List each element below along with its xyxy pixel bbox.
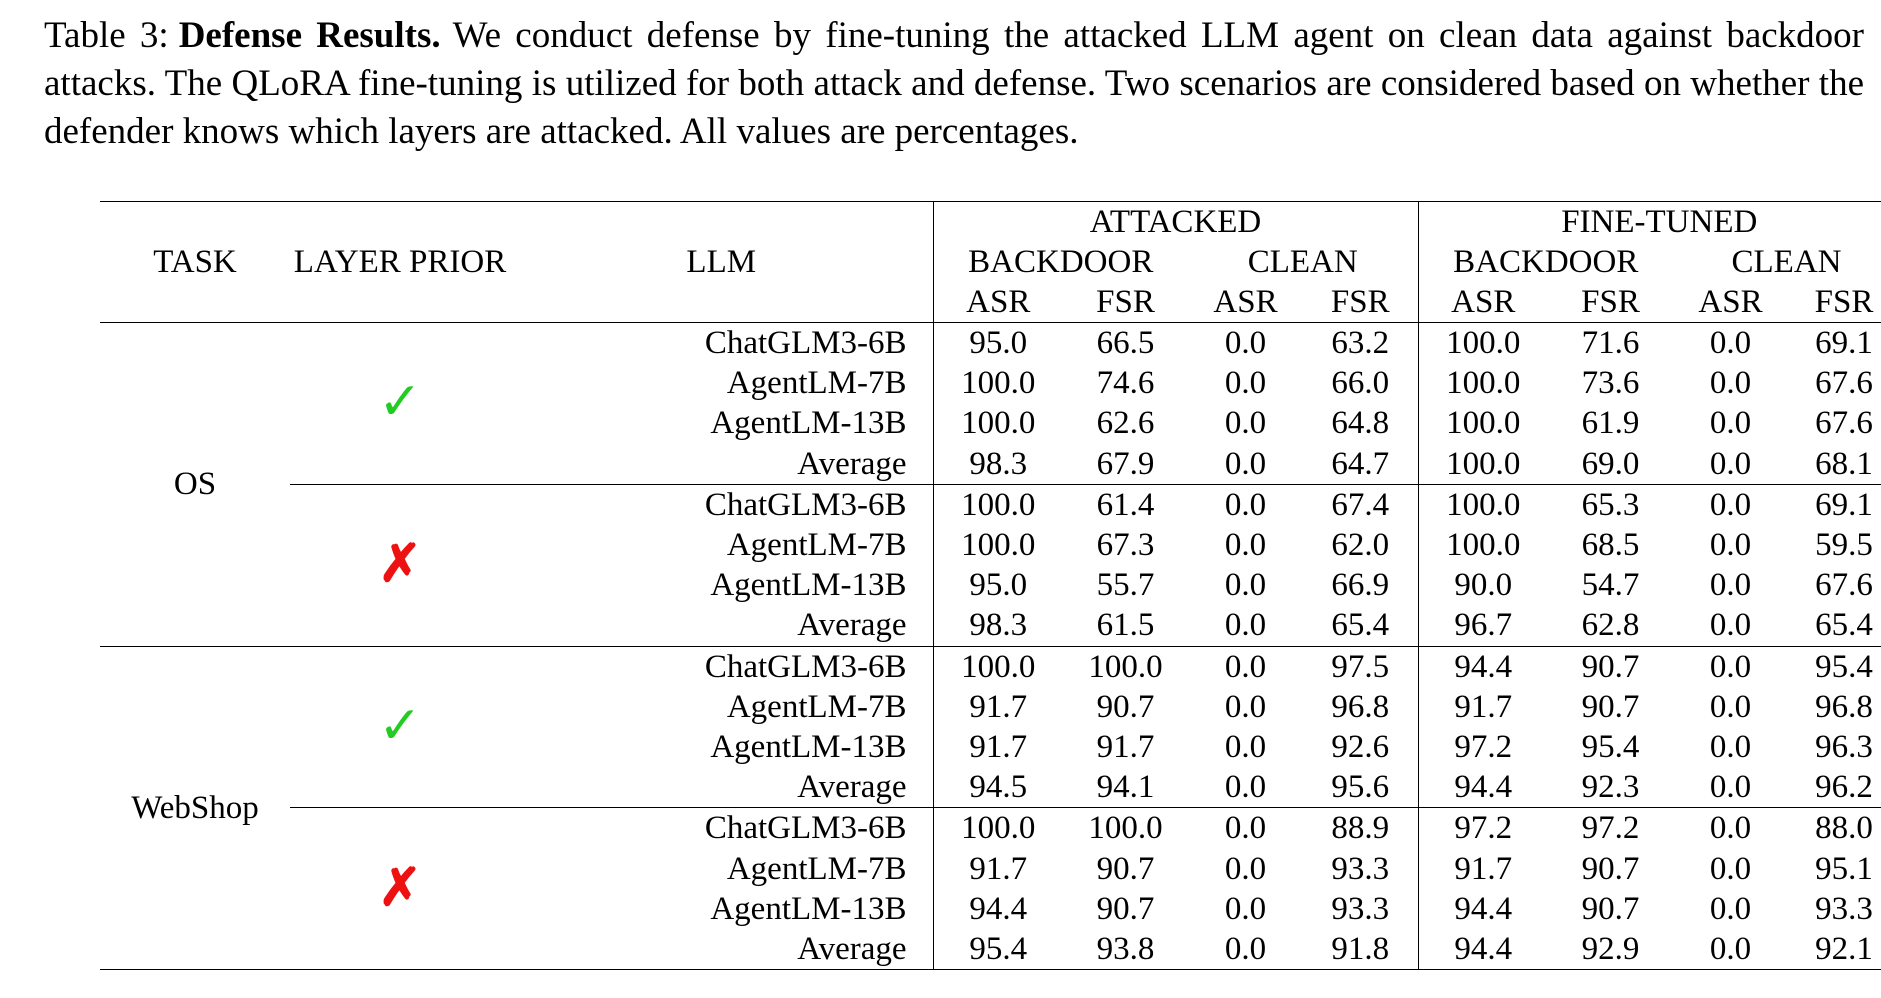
value-cell: 91.7 [933,848,1063,888]
value-cell: 91.7 [1096,728,1155,765]
value-cell: 0.0 [1709,728,1752,765]
header-fsr: FSR [1330,283,1390,320]
value-cell: 91.7 [933,727,1063,767]
header-fsr: FSR [1096,283,1155,320]
value-cell: 92.1 [1788,929,1881,970]
header-layer-prior: LAYER PRIOR [290,202,510,323]
value-cell: 0.0 [1224,365,1267,402]
value-cell: 62.0 [1331,527,1390,564]
task-label: WebShop [100,646,290,970]
value-cell: 67.9 [1096,445,1155,482]
llm-name: Average [797,769,907,806]
value-cell: 0.0 [1709,365,1752,402]
value-cell: 65.4 [1815,607,1873,644]
value-cell: 94.5 [933,767,1063,808]
cross-icon: ✗ [290,484,510,646]
value-cell: 74.6 [1096,365,1155,402]
value-cell: 69.0 [1581,445,1640,482]
value-cell: 88.0 [1788,808,1881,849]
value-cell: 63.2 [1303,323,1418,364]
value-cell: 90.7 [1581,850,1640,887]
value-cell: 67.3 [1096,527,1155,564]
llm-name: AgentLM-13B [710,728,907,765]
value-cell: 0.0 [1188,323,1303,364]
value-cell: 100.0 [1418,444,1548,485]
value-cell: 94.4 [933,889,1063,929]
value-cell: 69.1 [1788,323,1881,364]
value-cell: 90.7 [1581,890,1640,927]
value-cell: 90.7 [1096,850,1155,887]
value-cell: 100.0 [1418,525,1548,565]
value-cell: 0.0 [1709,890,1752,927]
value-cell: 68.1 [1815,445,1873,482]
value-cell: 91.7 [1418,687,1548,727]
table-row [100,484,1881,525]
value-cell: 0.0 [1224,769,1267,806]
llm-name: ChatGLM3-6B [510,646,933,687]
table-row [100,808,1881,849]
value-cell: 73.6 [1581,365,1640,402]
defense-results-table [100,201,1881,970]
value-cell: 94.4 [1418,929,1548,970]
llm-name: AgentLM-7B [726,850,907,887]
value-cell: 96.7 [1418,605,1548,646]
value-cell: 97.2 [1418,808,1548,849]
value-cell: 0.0 [1188,646,1303,687]
value-cell: 94.4 [1418,889,1548,929]
value-cell: 91.8 [1303,929,1418,970]
llm-name: AgentLM-7B [726,688,907,725]
value-cell: 92.6 [1331,728,1390,765]
value-cell: 0.0 [1224,567,1267,604]
llm-name: AgentLM-13B [710,890,907,927]
value-cell: 91.7 [933,687,1063,727]
value-cell: 100.0 [933,525,1063,565]
value-cell: 0.0 [1709,405,1752,442]
value-cell: 0.0 [1224,850,1267,887]
value-cell: 90.7 [1096,688,1155,725]
value-cell: 64.7 [1331,445,1390,482]
value-cell: 0.0 [1709,445,1752,482]
check-icon: ✓ [290,323,510,485]
value-cell: 91.7 [1418,848,1548,888]
table-row [100,323,1881,364]
value-cell: 93.8 [1063,929,1188,970]
value-cell: 0.0 [1224,445,1267,482]
value-cell: 95.4 [1581,728,1640,765]
value-cell: 98.3 [933,605,1063,646]
llm-name: ChatGLM3-6B [510,323,933,364]
header-asr: ASR [1213,283,1278,320]
value-cell: 68.5 [1581,527,1640,564]
value-cell: 100.0 [1418,323,1548,364]
header-task: TASK [100,202,290,323]
value-cell: 0.0 [1188,484,1303,525]
value-cell: 0.0 [1709,850,1752,887]
value-cell: 96.8 [1815,688,1873,725]
value-cell: 95.4 [1788,646,1881,687]
header-attacked: ATTACKED [933,202,1418,243]
value-cell: 95.6 [1331,769,1390,806]
value-cell: 90.7 [1581,688,1640,725]
value-cell: 0.0 [1673,808,1788,849]
value-cell: 93.3 [1815,890,1873,927]
value-cell: 0.0 [1188,929,1303,970]
value-cell: 98.3 [933,444,1063,485]
value-cell: 94.4 [1418,767,1548,808]
value-cell: 62.6 [1096,405,1155,442]
value-cell: 100.0 [1418,363,1548,403]
value-cell: 0.0 [1224,728,1267,765]
value-cell: 61.9 [1581,405,1640,442]
value-cell: 90.7 [1548,646,1673,687]
table-row [100,646,1881,687]
value-cell: 0.0 [1224,607,1267,644]
value-cell: 93.3 [1331,890,1390,927]
value-cell: 90.7 [1096,890,1155,927]
value-cell: 59.5 [1815,527,1873,564]
value-cell: 66.5 [1063,323,1188,364]
value-cell: 0.0 [1709,607,1752,644]
header-attacked-clean: CLEAN [1247,243,1358,280]
table-body [100,323,1881,970]
value-cell: 97.2 [1548,808,1673,849]
value-cell: 94.4 [1418,646,1548,687]
value-cell: 66.0 [1331,365,1390,402]
table-caption [44,12,1864,156]
value-cell: 64.8 [1331,405,1390,442]
value-cell: 92.9 [1548,929,1673,970]
header-asr: ASR [1698,283,1763,320]
value-cell: 67.6 [1815,567,1873,604]
value-cell: 67.4 [1303,484,1418,525]
caption-text: We conduct defense by fine-tuning the attacked LLM agent on clean data against backdoor attacks. The QLoRA fine-tuning is utilized for both attack and defense. Two scenarios are considered based on whether the defender knows which layers are attacked. All values are percentages. [44,15,1864,152]
value-cell: 100.0 [933,403,1063,443]
value-cell: 100.0 [1063,808,1188,849]
value-cell: 90.0 [1418,565,1548,605]
llm-name: Average [797,445,907,482]
value-cell: 62.8 [1581,607,1640,644]
llm-name: AgentLM-13B [710,405,907,442]
value-cell: 92.3 [1581,769,1640,806]
header-asr: ASR [1418,282,1548,323]
value-cell: 100.0 [1418,484,1548,525]
value-cell: 0.0 [1224,688,1267,725]
llm-name: Average [510,929,933,970]
value-cell: 0.0 [1224,527,1267,564]
value-cell: 0.0 [1709,688,1752,725]
value-cell: 100.0 [933,808,1063,849]
value-cell: 0.0 [1709,527,1752,564]
value-cell: 100.0 [933,363,1063,403]
value-cell: 97.5 [1303,646,1418,687]
value-cell: 0.0 [1709,567,1752,604]
cross-icon: ✗ [290,808,510,970]
header-asr: ASR [933,282,1063,323]
value-cell: 88.9 [1303,808,1418,849]
llm-name: ChatGLM3-6B [510,484,933,525]
value-cell: 0.0 [1709,769,1752,806]
value-cell: 0.0 [1673,929,1788,970]
value-cell: 96.8 [1331,688,1390,725]
llm-name: AgentLM-7B [726,527,907,564]
caption-title: Defense Results. [178,15,441,56]
value-cell: 66.9 [1331,567,1390,604]
value-cell: 100.0 [933,484,1063,525]
value-cell: 94.1 [1096,769,1155,806]
value-cell: 95.1 [1815,850,1873,887]
value-cell: 95.0 [933,565,1063,605]
value-cell: 100.0 [933,646,1063,687]
value-cell: 69.1 [1788,484,1881,525]
header-attacked-backdoor: BACKDOOR [933,242,1188,282]
header-llm: LLM [510,202,933,323]
value-cell: 0.0 [1188,808,1303,849]
value-cell: 67.6 [1815,405,1873,442]
llm-name: ChatGLM3-6B [510,808,933,849]
value-cell: 0.0 [1224,890,1267,927]
value-cell: 100.0 [1418,403,1548,443]
caption-label: Table 3: [44,15,169,56]
header-fsr: FSR [1581,283,1640,320]
value-cell: 0.0 [1673,484,1788,525]
value-cell: 93.3 [1331,850,1390,887]
value-cell: 96.2 [1815,769,1873,806]
value-cell: 96.3 [1815,728,1873,765]
value-cell: 95.0 [933,323,1063,364]
value-cell: 61.4 [1063,484,1188,525]
llm-name: Average [797,607,907,644]
check-icon: ✓ [290,646,510,808]
header-fsr: FSR [1814,283,1874,320]
llm-name: AgentLM-13B [710,567,907,604]
value-cell: 65.3 [1548,484,1673,525]
value-cell: 65.4 [1331,607,1390,644]
value-cell: 0.0 [1673,646,1788,687]
value-cell: 71.6 [1548,323,1673,364]
value-cell: 0.0 [1673,323,1788,364]
value-cell: 55.7 [1096,567,1155,604]
value-cell: 100.0 [1063,646,1188,687]
value-cell: 54.7 [1581,567,1640,604]
value-cell: 67.6 [1815,365,1873,402]
task-label: OS [100,323,290,647]
header-fine-tuned: FINE-TUNED [1418,202,1881,243]
llm-name: AgentLM-7B [726,365,907,402]
value-cell: 95.4 [933,929,1063,970]
value-cell: 61.5 [1096,607,1155,644]
header-finetuned-clean: CLEAN [1731,243,1842,280]
results-table-container [100,201,1874,970]
header-finetuned-backdoor: BACKDOOR [1418,242,1673,282]
value-cell: 0.0 [1224,405,1267,442]
value-cell: 97.2 [1418,727,1548,767]
